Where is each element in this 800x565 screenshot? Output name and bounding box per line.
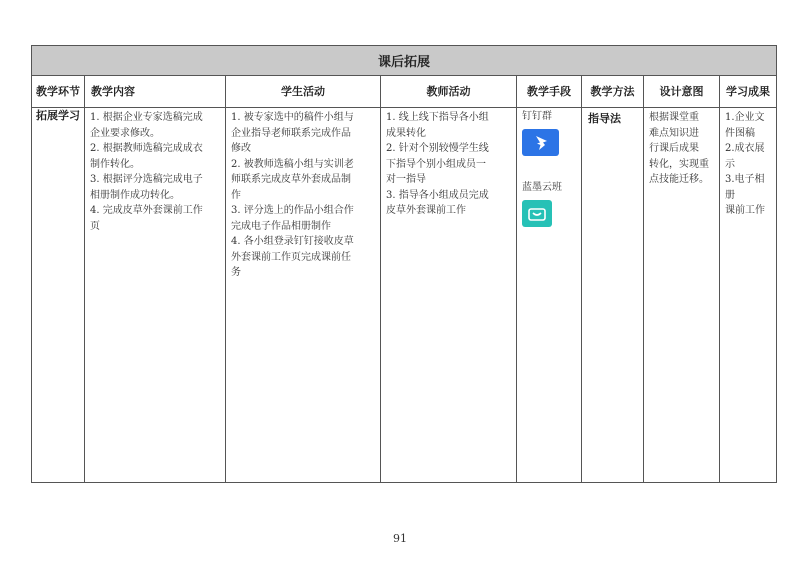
text-line: 相册制作成功转化。 <box>90 189 180 201</box>
text-line: 对一指导 <box>386 174 426 185</box>
method-text: 指导法 <box>588 112 621 125</box>
text-line: 4. 完成皮草外套课前工作 <box>90 205 203 216</box>
text-line: 3. 根据评分选稿完成电子 <box>90 174 203 185</box>
text-line: 皮草外套课前工作 <box>386 205 466 216</box>
text-line: 1. 线上线下指导各小组 <box>386 112 489 123</box>
header-teacher-activity: 教师活动 <box>381 76 517 108</box>
page-number: 91 <box>393 532 407 545</box>
text-line: 3. 评分选上的作品小组合作 <box>231 205 354 216</box>
text-line: 完成电子作品相册制作 <box>231 220 331 232</box>
section-title: 课后拓展 <box>32 46 777 76</box>
tool-label-dingtalk: 钉钉群 <box>522 111 552 122</box>
text-line: 企业要求修改。 <box>90 127 160 139</box>
content-cell <box>85 108 226 483</box>
header-learning-outcome: 学习成果 <box>720 76 777 108</box>
teaching-means-cell <box>517 108 582 483</box>
text-line: 根据课堂重 <box>649 112 699 123</box>
text-line: 3. 指导各小组成员完成 <box>386 189 489 201</box>
student-lines <box>226 108 380 281</box>
text-line: 难点知识进 <box>649 127 699 139</box>
text-line: 3.电子相 <box>725 174 765 185</box>
text-line: 2. 针对个别较慢学生线 <box>386 143 489 154</box>
outcome-lines <box>720 108 776 219</box>
text-line: 师联系完成皮草外套成品制 <box>231 174 351 185</box>
learning-outcome-cell <box>720 108 777 483</box>
text-line: 修改 <box>231 143 251 154</box>
design-intent-cell <box>644 108 720 483</box>
text-line: 成果转化 <box>386 127 426 139</box>
text-line: 作 <box>231 189 241 201</box>
teacher-activity-cell <box>381 108 517 483</box>
text-line: 2. 根据教师选稿完成成衣 <box>90 143 203 154</box>
text-line: 1.企业文 <box>725 112 765 123</box>
text-line: 件图稿 <box>725 127 755 139</box>
text-line: 下指导个别小组成员一 <box>386 158 486 170</box>
header-teaching-method: 教学方法 <box>582 76 644 108</box>
header-student-activity: 学生活动 <box>226 76 381 108</box>
lanmo-cloud-icon <box>522 200 552 227</box>
lesson-plan-table <box>31 45 777 483</box>
dingtalk-icon <box>522 129 559 156</box>
student-activity-cell <box>226 108 381 483</box>
text-line: 制作转化。 <box>90 158 140 170</box>
tool-label-lanmo: 蓝墨云班 <box>522 182 562 193</box>
header-teaching-means: 教学手段 <box>517 76 582 108</box>
teaching-method-cell <box>582 108 644 483</box>
text-line: 示 <box>725 158 735 170</box>
text-line: 务 <box>231 267 241 278</box>
text-line: 4. 各小组登录钉钉接收皮草 <box>231 236 354 247</box>
text-line: 外套课前工作页完成课前任 <box>231 251 351 263</box>
header-stage: 教学环节 <box>32 76 85 108</box>
text-line: 页 <box>90 220 100 232</box>
header-content: 教学内容 <box>85 76 226 108</box>
content-lines <box>85 108 225 234</box>
text-line: 1. 根据企业专家选稿完成 <box>90 112 203 123</box>
text-line: 企业指导老师联系完成作品 <box>231 127 351 139</box>
teacher-lines <box>381 108 516 219</box>
text-line: 册 <box>725 189 735 201</box>
text-line: 点技能迁移。 <box>649 174 709 185</box>
text-line: 转化，实现重 <box>649 158 709 170</box>
text-line: 行课后成果 <box>649 143 699 154</box>
text-line: 课前工作 <box>725 205 765 216</box>
text-line: 2. 被教师选稿小组与实训老 <box>231 158 354 170</box>
text-line: 2.成衣展 <box>725 143 765 154</box>
stage-cell <box>32 108 85 483</box>
text-line: 1. 被专家选中的稿件小组与 <box>231 112 354 123</box>
header-design-intent: 设计意图 <box>644 76 720 108</box>
stage-label: 拓展学习 <box>36 109 80 122</box>
design-lines <box>644 108 719 188</box>
